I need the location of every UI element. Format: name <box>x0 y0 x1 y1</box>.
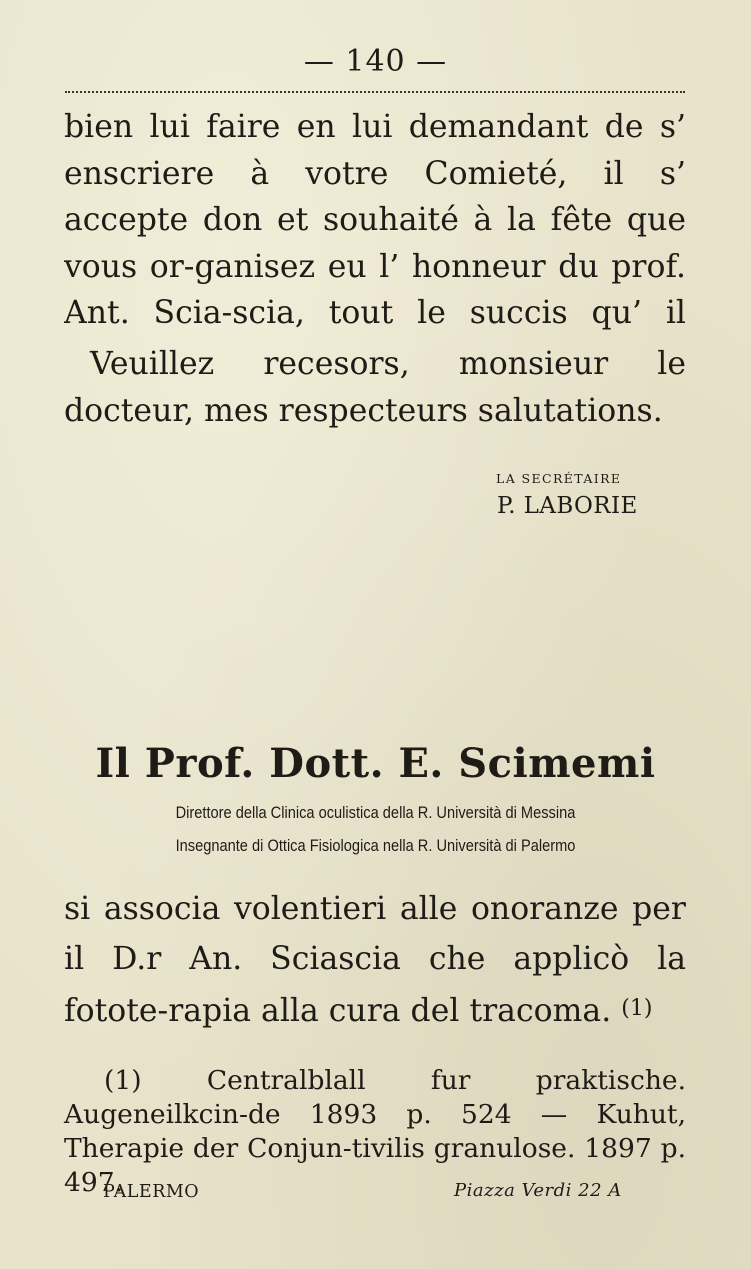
imprint-address: Piazza Verdi 22 A <box>454 1180 622 1201</box>
prof-paragraph-text: si associa volentieri alle onoranze per il D.r An. Sciascia che applicò la fotote-rapia alla cura del tracoma. <box>64 891 686 1029</box>
prof-heading: Il Prof. Dott. E. Scimemi <box>95 740 656 787</box>
letter-paragraph-1: bien lui faire en lui demandant de s’ enscriere à votre Comieté, il s’ accepte don et souhaité à la fête que vous or-ganisez eu l’ honneur du prof. Ant. Scia-scia, tout le succis qu’ il <box>64 109 686 331</box>
prof-title-line-2: Insegnante di Ottica Fisiologica nella R. Università di Palermo <box>175 836 576 855</box>
prof-title-line-1: Direttore della Clinica oculistica della R. Università di Messina <box>175 803 576 822</box>
footnote: (1) Centralblall fur praktische. Augeneilkcin-de 1893 p. 524 — Kuhut, Therapie der Conjun-tivilis granulose. 1897 p. 497. <box>64 1065 686 1198</box>
prof-paragraph <box>64 884 686 1036</box>
letter-paragraph-2: Veuillez recesors, monsieur le docteur, mes respecteurs salutations. <box>64 346 686 429</box>
header-rule <box>65 91 685 93</box>
page-number: — 140 — <box>303 44 448 79</box>
imprint-city: PALERMO <box>103 1182 200 1202</box>
signature: P. LABORIE <box>497 493 638 519</box>
footnote-reference[interactable]: (1) <box>621 996 653 1021</box>
closing-title: LA SECRÉTAIRE <box>496 471 622 486</box>
